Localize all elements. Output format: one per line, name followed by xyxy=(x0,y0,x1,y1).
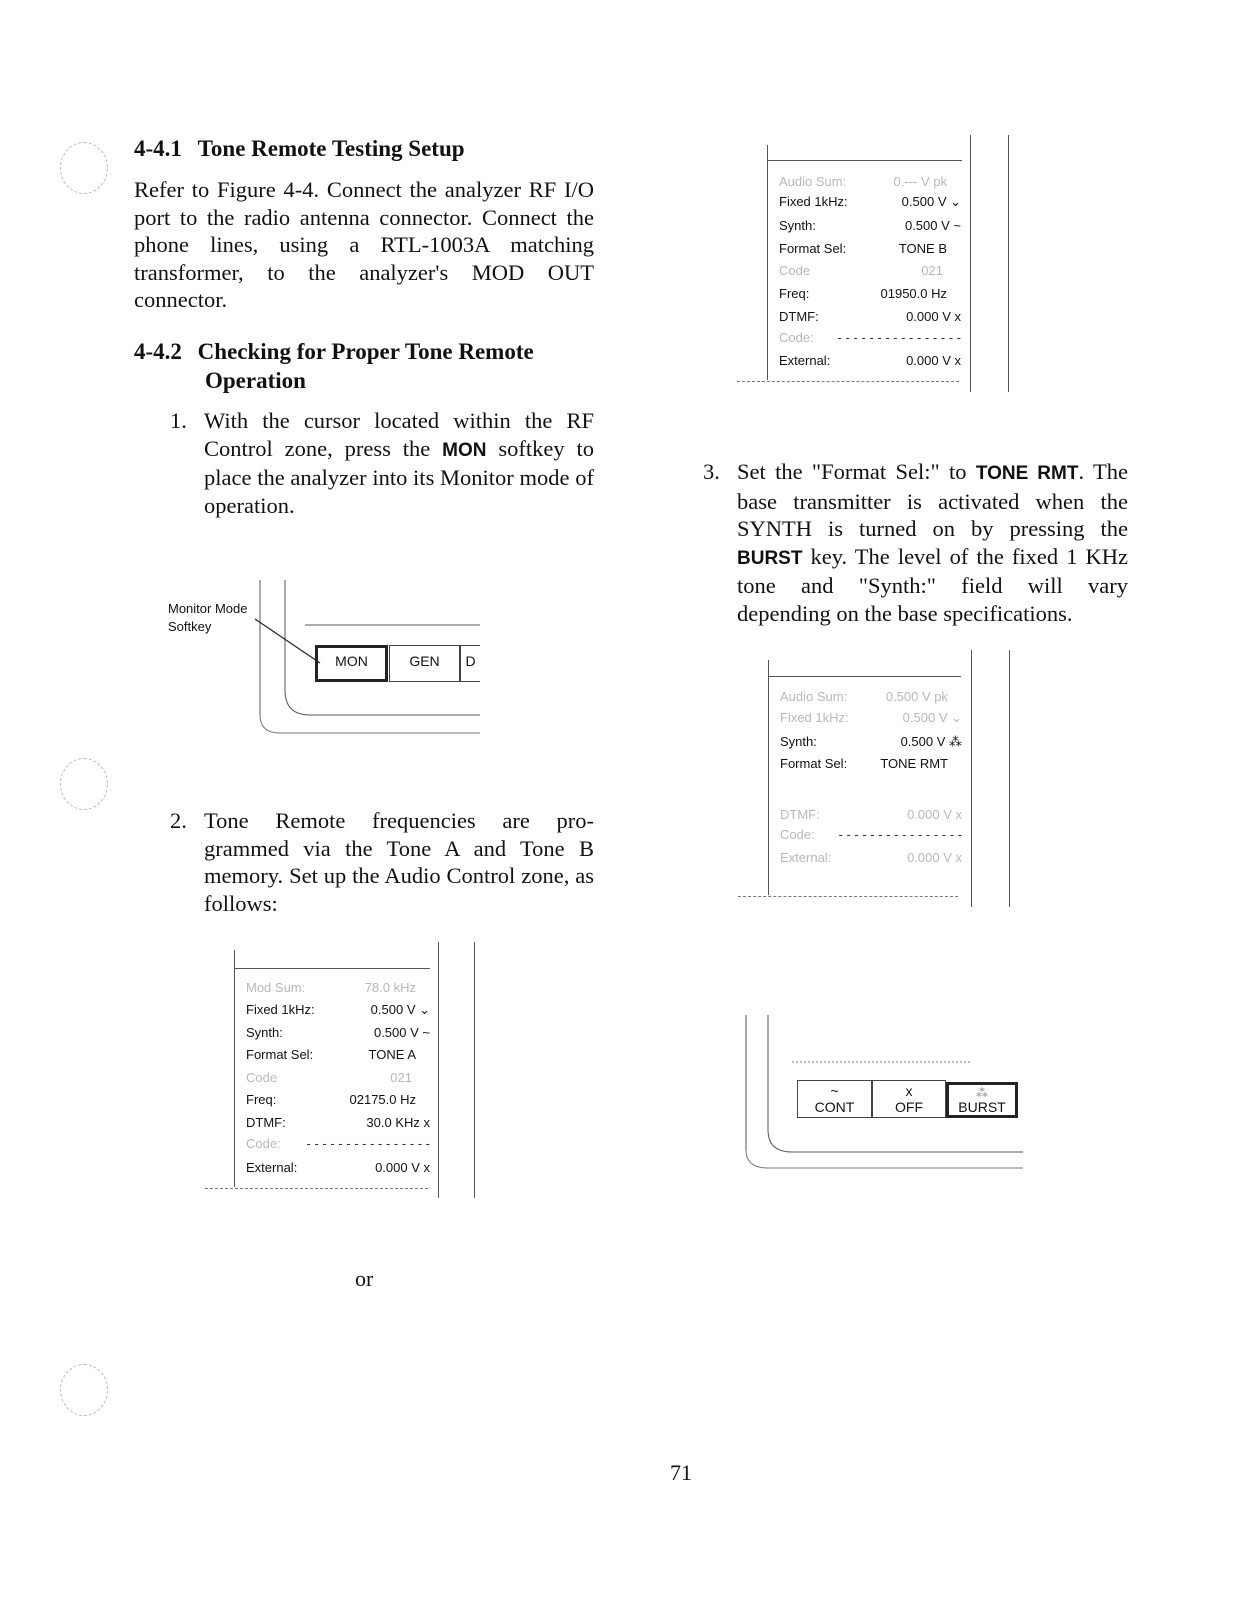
step-text: . The base transmitter is activated when the SYNTH is turned on by pressing the xyxy=(737,459,1129,541)
burst-icon: ⁂ xyxy=(976,1086,988,1100)
row-value: 02175.0 Hz xyxy=(349,1092,416,1107)
panel-row xyxy=(780,827,962,847)
mon-softkey[interactable] xyxy=(315,645,388,682)
step-text: key. The level of the fixed 1 KHz tone and "Synth:" field will vary depending on the base specifications. xyxy=(737,543,1128,626)
softkey-label: GEN xyxy=(409,653,440,669)
row-label: Freq: xyxy=(246,1092,277,1107)
panel-row xyxy=(779,241,961,261)
frame-corner xyxy=(260,715,480,733)
row-label: Format Sel: xyxy=(780,756,848,771)
step-2 xyxy=(170,807,594,917)
section-441-paragraph: Refer to Figure 4-4. Connect the analyzer RF I/O port to the radio antenna connector. Connect the phone lines, using a RTL-1003A matching transformer, to the analyzer's MOD OUT connector. xyxy=(134,177,594,312)
panel-row xyxy=(780,850,962,870)
row-value: 0.000 V x xyxy=(907,807,962,822)
section-title-line1: Checking for Proper Tone Remote xyxy=(197,339,534,364)
step-number: 2. xyxy=(170,808,187,833)
audio-control-panel-tone-rmt xyxy=(780,689,962,879)
row-label: Synth: xyxy=(779,218,816,233)
step-number: 1. xyxy=(170,408,187,433)
row-value: 0.--- V pk xyxy=(893,174,947,189)
page-number: 71 xyxy=(670,1460,692,1485)
binder-hole-bottom xyxy=(60,1364,108,1416)
binder-hole-top xyxy=(60,142,108,194)
row-value: - - - - - - - - - - - - - - - - xyxy=(306,1136,430,1151)
key-reference: TONE RMT xyxy=(975,463,1079,484)
panel-row xyxy=(246,1002,430,1022)
key-reference: MON xyxy=(442,439,487,461)
panel-row xyxy=(780,807,962,827)
row-label: Code: xyxy=(779,330,814,345)
callout-leader xyxy=(255,619,320,663)
panel-row xyxy=(780,734,962,754)
step-text: Tone Remote frequencies are pro-grammed via the Tone A and Tone B memory. Set up the Audio Control zone, as follows: xyxy=(204,808,594,916)
panel-row xyxy=(246,980,430,1000)
binder-hole-middle xyxy=(60,758,108,810)
softkey-label: OFF xyxy=(895,1099,923,1115)
panel-row xyxy=(246,1070,430,1090)
panel-row xyxy=(246,1115,430,1135)
row-label: Mod Sum: xyxy=(246,980,306,995)
row-value: 78.0 kHz xyxy=(364,980,416,995)
panel-row xyxy=(779,218,961,238)
callout-line: Monitor Mode xyxy=(168,601,248,616)
frame-corner xyxy=(746,1150,1023,1168)
panel-row xyxy=(780,756,962,776)
panel-row xyxy=(246,1136,430,1156)
row-label: Code: xyxy=(246,1136,281,1151)
callout-line: Softkey xyxy=(168,619,212,634)
row-label: Format Sel: xyxy=(246,1047,314,1062)
audio-control-panel-tone-a xyxy=(246,980,430,1180)
row-label: Fixed 1kHz: xyxy=(779,194,848,209)
row-value: 0.000 V x xyxy=(906,309,961,324)
row-value: 0.500 V ⁂ xyxy=(900,734,962,749)
row-label: Freq: xyxy=(779,286,810,301)
row-label: Fixed 1kHz: xyxy=(246,1002,315,1017)
step-text: With the cursor located within the RF Control zone, press the xyxy=(204,408,594,461)
row-label: Synth: xyxy=(780,734,817,749)
section-442-heading-line2: Operation xyxy=(205,368,306,393)
softkey-label: CONT xyxy=(814,1099,855,1115)
section-number: 4-4.2 xyxy=(134,339,182,364)
panel-frame xyxy=(737,381,959,382)
step-text: Set the "Format Sel:" to xyxy=(737,459,976,484)
panel-frame xyxy=(474,942,475,1198)
panel-frame xyxy=(971,650,972,907)
tilde-icon: ~ xyxy=(830,1083,839,1099)
step-text: softkey to place the analyzer into its Monitor mode of operation. xyxy=(204,435,594,518)
softkey-label: D xyxy=(465,653,476,669)
panel-frame xyxy=(234,968,430,969)
row-value: 0.500 V pk xyxy=(885,689,948,704)
row-value: 0.500 V ⌄ xyxy=(370,1002,430,1017)
x-icon: x xyxy=(905,1083,913,1099)
row-label: External: xyxy=(246,1160,298,1175)
softkey-label: BURST xyxy=(958,1099,1006,1115)
frame-corner xyxy=(768,1130,1023,1152)
panel-row xyxy=(780,689,962,709)
row-label: External: xyxy=(780,850,832,865)
key-reference: BURST xyxy=(737,547,803,569)
row-value: 0.500 V ~ xyxy=(904,218,961,233)
row-label: Audio Sum: xyxy=(779,174,847,189)
panel-frame xyxy=(1008,135,1009,392)
row-label: Synth: xyxy=(246,1025,283,1040)
gen-softkey[interactable] xyxy=(389,645,460,682)
row-value: TONE A xyxy=(368,1047,416,1062)
audio-control-panel-tone-b xyxy=(779,174,961,374)
softkey-label: MON xyxy=(335,653,368,669)
panel-frame xyxy=(768,676,961,677)
row-label: Code xyxy=(779,263,811,278)
panel-frame xyxy=(738,896,958,897)
panel-row xyxy=(780,710,962,730)
row-value: 0.500 V ~ xyxy=(373,1025,430,1040)
panel-row xyxy=(246,1047,430,1067)
row-label: DTMF: xyxy=(246,1115,286,1130)
section-title: Tone Remote Testing Setup xyxy=(197,136,465,161)
row-value: TONE B xyxy=(898,241,947,256)
panel-row xyxy=(779,330,961,350)
panel-frame xyxy=(234,950,235,1187)
row-value: 0.500 V ⌄ xyxy=(902,710,962,725)
panel-frame xyxy=(970,135,971,392)
panel-row xyxy=(779,353,961,373)
panel-frame xyxy=(768,660,769,895)
row-value: - - - - - - - - - - - - - - - - xyxy=(838,827,962,842)
panel-row xyxy=(779,194,961,214)
panel-row xyxy=(246,1160,430,1180)
frame-corner xyxy=(285,690,480,715)
row-value: 021 xyxy=(921,263,943,278)
panel-row xyxy=(246,1025,430,1045)
row-value: 0.000 V x xyxy=(375,1160,430,1175)
row-value: TONE RMT xyxy=(880,756,948,771)
row-label: Audio Sum: xyxy=(780,689,848,704)
row-value: 0.000 V x xyxy=(906,353,961,368)
row-label: DTMF: xyxy=(780,807,820,822)
panel-frame xyxy=(767,145,768,380)
cont-softkey[interactable] xyxy=(797,1080,872,1118)
row-value: 0.000 V x xyxy=(907,850,962,865)
panel-frame xyxy=(438,942,439,1198)
row-label: Fixed 1kHz: xyxy=(780,710,849,725)
section-number: 4-4.1 xyxy=(134,136,182,161)
row-value: 021 xyxy=(390,1070,412,1085)
panel-row xyxy=(779,309,961,329)
panel-row xyxy=(779,174,961,194)
row-value: 30.0 KHz x xyxy=(366,1115,430,1130)
panel-row xyxy=(246,1092,430,1112)
section-441-heading xyxy=(134,134,465,164)
burst-softkey[interactable] xyxy=(946,1082,1018,1118)
or-text: or xyxy=(355,1266,374,1291)
callout-label xyxy=(168,600,247,636)
row-label: Code: xyxy=(780,827,815,842)
step-3 xyxy=(703,458,1128,627)
panel-frame xyxy=(1009,650,1010,907)
d-softkey[interactable] xyxy=(460,645,480,682)
row-label: Code xyxy=(246,1070,278,1085)
step-1 xyxy=(170,407,594,519)
row-label: External: xyxy=(779,353,831,368)
section-442-heading xyxy=(134,337,534,367)
row-label: DTMF: xyxy=(779,309,819,324)
panel-frame xyxy=(205,1188,428,1189)
panel-frame xyxy=(767,160,962,161)
off-softkey[interactable] xyxy=(872,1080,946,1118)
step-number: 3. xyxy=(703,459,720,484)
panel-row xyxy=(779,263,961,283)
panel-row xyxy=(779,286,961,306)
row-label: Format Sel: xyxy=(779,241,847,256)
row-value: - - - - - - - - - - - - - - - - xyxy=(837,330,961,345)
row-value: 01950.0 Hz xyxy=(880,286,947,301)
row-value: 0.500 V ⌄ xyxy=(901,194,961,209)
